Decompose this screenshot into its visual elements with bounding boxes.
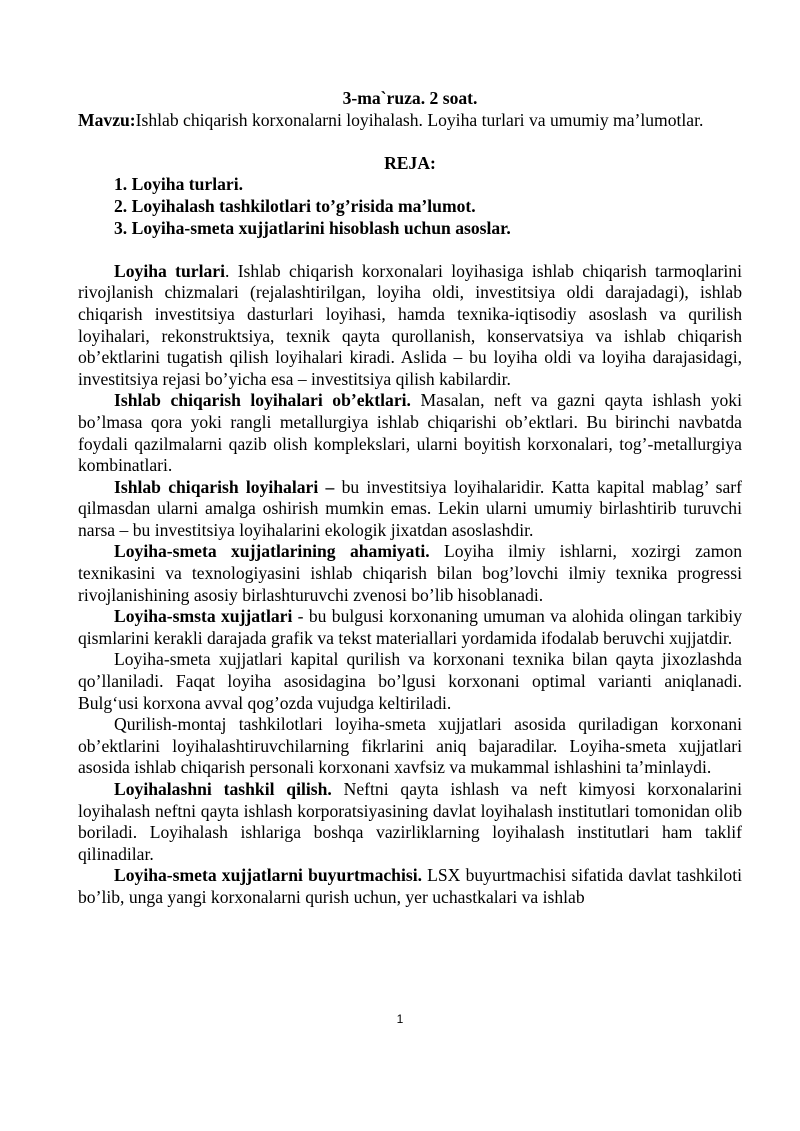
paragraph bbox=[78, 541, 742, 606]
paragraph-text: Masalan, neft va gazni qayta ishlash yoki bo’lmasa qora yoki rangli metallurgiya ishlab chiqarishi ob’ektlari. Bu birinchi navbatda foydali qazilmalarni qazib olish komplekslari, ularni boyitish korxonalari, tog’-metallurgiya kombinatlari. bbox=[78, 390, 742, 476]
paragraph-text: Loyiha ilmiy ishlarni, xozirgi zamon texnikasini va texnologiyasini ishlab chiqarish bilan bog’lovchi ilmiy texnika progressi rivojlanishining asosiy birlashturuvchi zvenosi bo’lib hisoblanadi. bbox=[78, 541, 742, 605]
paragraph-text: Qurilish-montaj tashkilotlari loyiha-smeta xujjatlari asosida quriladigan korxonani ob’ektlarini loyihalashtiruvchilarning fikrlarini aniq bajaradilar. Loyiha-smeta xujjatlari asosida ishlab chiqarish personali korxonani xavfsiz va mukammal ishlashini ta’minlaydi. bbox=[78, 714, 742, 778]
paragraph bbox=[78, 477, 742, 542]
paragraph-text: LSX buyurtmachisi sifatida davlat tashkiloti bo’lib, unga yangi korxonalarni qurish uchun, yer uchastkalari va ishlab bbox=[78, 865, 742, 907]
paragraph-lead: Ishlab chiqarish loyihalari – bbox=[114, 476, 335, 497]
paragraph bbox=[78, 649, 742, 714]
paragraph bbox=[78, 865, 742, 908]
document-page bbox=[78, 88, 742, 909]
plan-item: 3. Loyiha-smeta xujjatlarini hisoblash uchun asoslar. bbox=[114, 217, 511, 238]
paragraph bbox=[78, 779, 742, 865]
plan-item: 2. Loyihalash tashkilotlari to’g’risida ma’lumot. bbox=[114, 195, 476, 216]
paragraph bbox=[78, 261, 742, 391]
paragraph bbox=[78, 714, 742, 779]
paragraph-lead: Loyiha-smsta xujjatlari bbox=[114, 606, 293, 627]
paragraph-text: bu investitsiya loyihalaridir. Katta kapital mablag’ sarf qilmasdan ularni amalga oshirish mumkin emas. Lekin ularni umumiy birlashtirib turuvchi narsa – bu investitsiya loyihalarini ekologik jixatdan asoslashdir. bbox=[78, 476, 743, 540]
paragraph bbox=[78, 390, 742, 476]
paragraph-lead: Loyiha-smeta xujjatlarni buyurtmachisi. bbox=[114, 865, 422, 886]
paragraph-lead: Loyiha-smeta xujjatlarining ahamiyati. bbox=[114, 541, 430, 562]
page-number: 1 bbox=[396, 1012, 404, 1026]
topic-text: Ishlab chiqarish korxonalarni loyihalash. Loyiha turlari va umumiy ma’lumotlar. bbox=[135, 109, 704, 130]
paragraph bbox=[78, 606, 742, 649]
paragraph-text: - bu bulgusi korxonaning umuman va alohida olingan tarkibiy qismlarini kerakli darajada grafik va tekst materiallari yordamida ifodalab beruvchi xujjatdir. bbox=[78, 606, 742, 648]
paragraph-lead: Loyiha turlari bbox=[114, 260, 225, 281]
lecture-title: 3-ma`ruza. 2 soat. bbox=[342, 88, 478, 108]
paragraph-lead: Ishlab chiqarish loyihalari ob’ektlari. bbox=[114, 390, 411, 411]
plan-heading: REJA: bbox=[384, 152, 436, 173]
paragraph-text: Neftni qayta ishlash va neft kimyosi korxonalarini loyihalash neftni qayta ishlash korporatsiyasining davlat loyihalash institutlari tomonidan olib boriladi. Loyihalash ishlariga boshqa vazirliklarning loyihalash institutlari ham taklif qilinadilar. bbox=[78, 779, 742, 864]
plan-list bbox=[78, 174, 742, 239]
paragraph-text: Loyiha-smeta xujjatlari kapital qurilish va korxonani texnika bilan qayta jixozlashda qo’llaniladi. Faqat loyiha asosidagina bo’lgusi korxonani optimal varianti aniqlanadi. Bulg‘usi korxona avval qog’ozda vujudga keltiriladi. bbox=[78, 649, 742, 713]
paragraph-text: . Ishlab chiqarish korxonalari loyihasiga ishlab chiqarish tarmoqlarini rivojlanish chizmalari (rejalashtirilgan, loyiha oldi, investitsiya oldi darajadagi), ishlab chiqarish investitsiya dasturlari loyihasi, hamda texnika-iqtisodiy asoslash va qurilish loyihalari, rekonstruktsiya, texnik qayta qurollanish, konservatsiya va ishlab chiqarish ob’ektlarini tugatish qilish loyihalari kiradi. Aslida – bu loyiha oldi va loyiha darajasidagi, investitsiya rejasi bo’yicha esa – investitsiya qilish kabilardir. bbox=[78, 260, 742, 389]
topic-label: Mavzu: bbox=[78, 109, 136, 130]
plan-item: 1. Loyiha turlari. bbox=[114, 174, 244, 195]
body-text bbox=[78, 261, 742, 909]
topic-line bbox=[78, 110, 742, 132]
paragraph-lead: Loyihalashni tashkil qilish. bbox=[114, 779, 332, 799]
